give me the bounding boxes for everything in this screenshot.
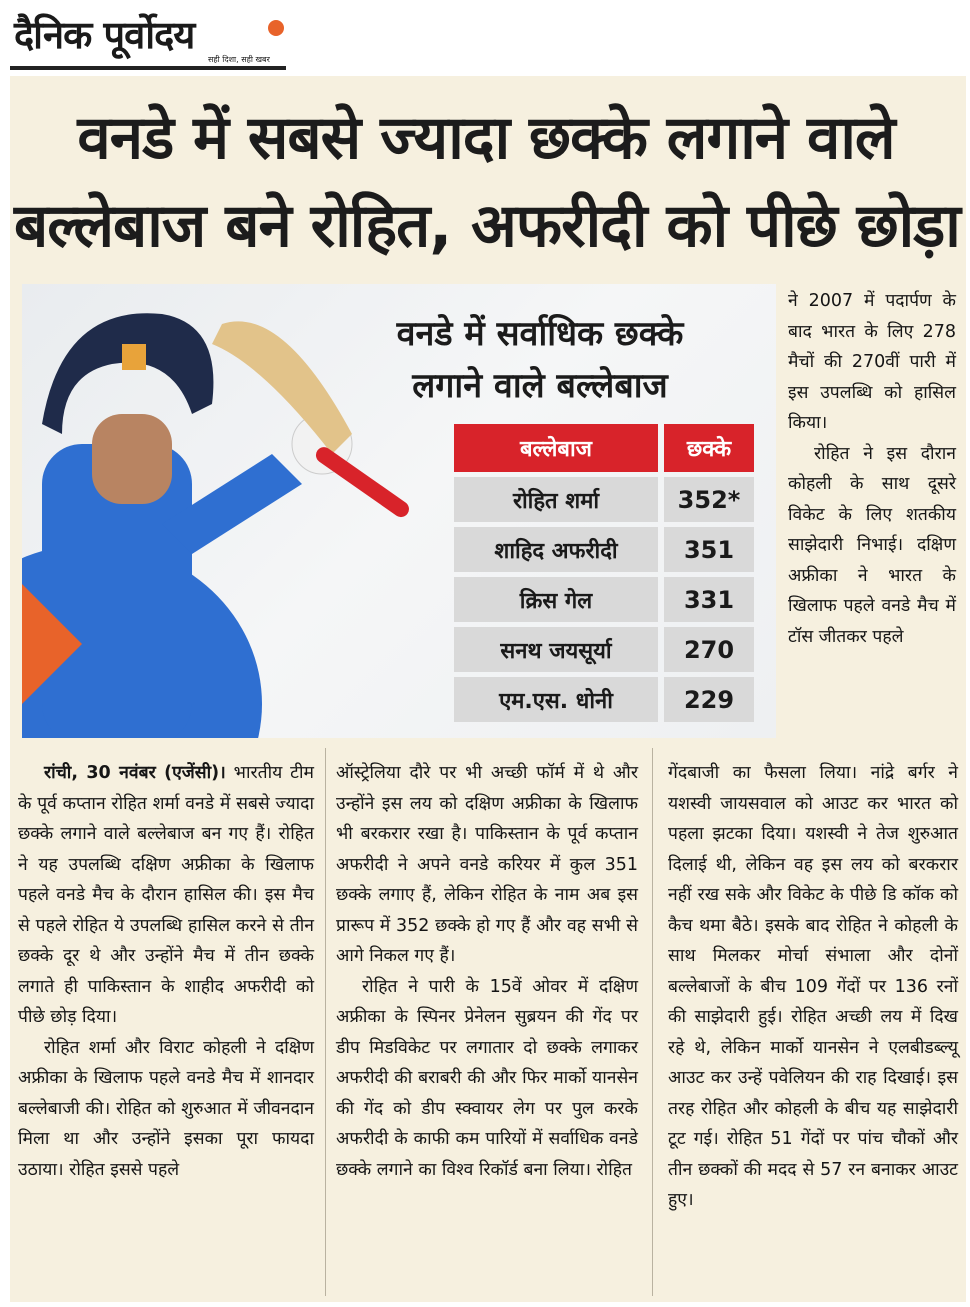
table-row (454, 477, 754, 522)
tagline: सही दिशा, सही खबर (208, 55, 270, 64)
masthead (10, 8, 290, 72)
dateline: रांची, 30 नवंबर (एजेंसी)। (44, 763, 226, 783)
sixes-count: 351 (664, 527, 754, 572)
headline (14, 94, 958, 270)
sidebar-paragraph: रोहित ने इस दौरान कोहली के साथ दूसरे विकेट के लिए शतकीय साझेदारी निभाई। दक्षिण अफ्रीका ने भारत के खिलाफ पहले वनडे मैच में टॉस जीतकर पहले (788, 443, 956, 647)
article-lead-text: भारतीय टीम के पूर्व कप्तान रोहित शर्मा वनडे में सबसे ज्यादा छक्के लगाने वाले बल्लेबाज बन गए हैं। रोहित ने यह उपलब्धि दक्षिण अफ्रीका के खिलाफ पहले वनडे मैच के दौरान हासिल की। इस मैच से पहले रोहित ये उपलब्धि हासिल करने से तीन छक्के दूर थे और उन्होंने मैच में तीन छक्के लगाते ही पाकिस्तान के शाहीद अफरीदी को पीछे छोड़ दिया। (18, 763, 314, 1027)
face-shape (92, 414, 172, 504)
sixes-count: 229 (664, 677, 754, 722)
batsman-name: एम.एस. धोनी (454, 677, 658, 722)
article-paragraph: गेंदबाजी का फैसला लिया। नांद्रे बर्गर ने यशस्वी जायसवाल को आउट कर भारत को पहला झटका दिया। यशस्वी ने तेज शुरुआत दिलाई थी, लेकिन वह इस लय को बरकरार नहीं रख सके और विकेट के पीछे डि कॉक को कैच थमा बैठे। इसके बाद रोहित ने कोहली के साथ मिलकर मोर्चा संभाला और दोनों बल्लेबाजों के बीच 109 गेंदों पर 136 रनों की साझेदारी हुई। रोहित अच्छी लय में दिख रहे थे, लेकिन मार्को यानसेन ने एलबीडब्ल्यू आउट कर उन्हें पवेलियन की राह दिखाई। इस तरह रोहित और कोहली के बीच यह साझेदारी टूट गई। रोहित 51 गेंदों पर पांच चौकों और तीन छक्कों की मदद से 57 रन बनाकर आउट हुए। (668, 763, 958, 1210)
table-row (454, 577, 754, 622)
batsman-name: शाहिद अफरीदी (454, 527, 658, 572)
batsman-name: सनथ जयसूर्या (454, 627, 658, 672)
sixes-count: 270 (664, 627, 754, 672)
sixes-count: 331 (664, 577, 754, 622)
article-paragraph: रोहित ने पारी के 15वें ओवर में दक्षिण अफ्रीका के स्पिनर प्रेनेलन सुब्रयन की गेंद पर डीप मिडविकेट पर लगातार दो छक्के लगाकर अफरीदी की बराबरी की और फिर मार्को यानसेन की गेंद को डीप स्क्वायर लेग पर पुल करके अफरीदी के काफी कम पारियों में सर्वाधिक वनडे छक्के लगाने का विश्व रिकॉर्ड बना लिया। रोहित (336, 976, 638, 1180)
table-row (454, 677, 754, 722)
table-row (454, 527, 754, 572)
article-column-2 (336, 758, 638, 1185)
table-row (454, 627, 754, 672)
graphic-title (320, 308, 760, 412)
sidebar-paragraph: ने 2007 में पदार्पण के बाद भारत के लिए 278 मैचों की 270वीं पारी में इस उपलब्धि को हासिल किया। (788, 291, 956, 433)
batsman-name: क्रिस गेल (454, 577, 658, 622)
article-column-1 (18, 758, 314, 1185)
sixes-count: 352* (664, 477, 754, 522)
batsman-name: रोहित शर्मा (454, 477, 658, 522)
article-paragraph (18, 758, 314, 1033)
article-paragraph: रोहित शर्मा और विराट कोहली ने दक्षिण अफ्रीका के खिलाफ पहले वनडे मैच में शानदार बल्लेबाजी की। रोहित को शुरुआत में जीवनदान मिला था और उन्होंने इसका पूरा फायदा उठाया। रोहित इससे पहले (18, 1037, 314, 1180)
headline-line-1: वनडे में सबसे ज्यादा छक्के लगाने वाले (77, 103, 895, 173)
headline-line-2: बल्लेबाज बने रोहित, अफरीदी को पीछे छोड़ा (14, 191, 960, 261)
header-batsman: बल्लेबाज (454, 424, 658, 472)
header-sixes: छक्के (664, 424, 754, 472)
helmet-badge (122, 344, 146, 370)
table-header (454, 424, 754, 472)
logo-dot-icon (268, 20, 284, 36)
article-paragraph: ऑस्ट्रेलिया दौरे पर भी अच्छी फॉर्म में थे और उन्होंने इस लय को दक्षिण अफ्रीका के खिलाफ भी बरकरार रखा है। पाकिस्तान के पूर्व कप्तान अफरीदी ने अपने वनडे करियर में कुल 351 छक्के लगाए हैं, लेकिन रोहित के नाम अब इस प्रारूप में 352 छक्के हो गए हैं और वह सभी से आगे निकल गए हैं। (336, 763, 638, 966)
column-divider (652, 748, 653, 1296)
article-sidebar-column (788, 286, 956, 652)
graphic-title-line-1: वनडे में सर्वाधिक छक्के (396, 314, 684, 354)
column-divider (325, 748, 326, 1296)
graphic-title-line-2: लगाने वाले बल्लेबाज (412, 366, 668, 406)
article-column-3 (668, 758, 958, 1216)
sixes-table (454, 424, 754, 722)
newspaper-logo: दैनिक पूर्वोदय (14, 13, 195, 57)
bat-handle (313, 444, 412, 520)
masthead-rule (10, 66, 286, 70)
